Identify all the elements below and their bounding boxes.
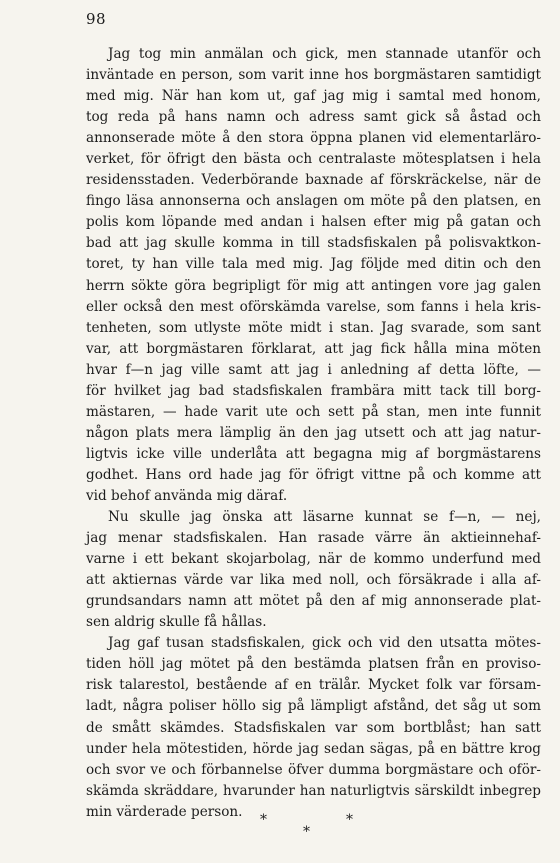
text-line: residensstaden. Vederbörande baxnade af förskräckelse, när de [86,172,541,189]
text-line: annonserade möte å den stora öppna planen vid elementarläro- [86,130,541,147]
text-line: grundsandars namn att mötet på den af mig annonserade plat- [86,593,541,610]
text-line: eller också den mest oförskämda varelse, som fanns i hela kris- [86,298,541,315]
body-text [86,44,541,823]
text-line: godhet. Hans ord hade jag för öfrigt vittne på och komme att [86,466,541,483]
text-line: mästaren, — hade varit ute och sett på stan, men inte funnit [86,403,541,420]
text-line: Jag tog min anmälan och gick, men stannade utanför och [108,46,541,62]
text-line: Jag gaf tusan stadsfiskalen, gick och vid den utsatta mötes- [108,635,541,652]
text-line: någon plats mera lämplig än den jag utsett och att jag natur- [86,424,541,441]
text-line: jag menar stadsfiskalen. Han rasade värre än aktieinnehaf- [86,530,541,547]
text-line: min värderade person. [86,803,243,820]
text-line: varne i ett bekant skojarbolag, när de kommo underfund med [86,551,541,568]
text-line: vid behof använda mig däraf. [86,487,288,504]
text-line: polis kom löpande med andan i halsen efter mig på gatan och [86,214,541,231]
text-line: herrn sökte göra begripligt för mig att antingen vore jag galen [86,277,541,294]
text-line: risk talarestol, bestående af en trälår. Mycket folk var försam- [86,677,541,694]
text-line: tog reda på hans namn och adress samt gick så åstad och [86,109,541,126]
text-line: att aktiernas värde var lika med noll, och försäkrade i alla af- [86,572,541,589]
text-line: verket, för öfrigt den bästa och centralaste mötesplatsen i hela [86,151,541,168]
section-break-asterisks [250,812,370,842]
asterisk: * [346,812,353,828]
asterisk: * [260,812,267,828]
page-number: 98 [86,10,107,28]
text-line: tenheten, som utlyste möte midt i stan. Jag svarade, som sant [86,319,541,336]
text-line: toret, ty han ville tala med mig. Jag följde med ditin och den [86,256,541,273]
text-line: skämda skräddare, hvarunder han naturligtvis särskildt inbegrep [86,782,541,799]
text-line: de smått skämdes. Stadsfiskalen var som bortblåst; han satt [86,719,541,736]
text-line: bad att jag skulle komma in till stadsfiskalen på polisvaktkon- [86,235,541,252]
text-line: var, att borgmästaren förklarat, att jag fick hålla mina möten [86,340,541,357]
text-line: inväntade en person, som varit inne hos borgmästaren samtidigt [86,67,541,84]
text-line: ladt, några poliser höllo sig på lämpligt afstånd, det såg ut som [86,698,541,715]
text-line: tiden höll jag mötet på den bestämda platsen från en proviso- [86,656,541,673]
text-line: fingo läsa annonserna och anslagen om möte på den platsen, en [86,193,541,210]
text-line: ligtvis icke ville underlåta att begagna mig af borgmästarens [86,445,541,462]
text-line: för hvilket jag bad stadsfiskalen frambära mitt tack till borg- [86,382,541,399]
text-line: med mig. När han kom ut, gaf jag mig i samtal med honom, [86,88,541,105]
text-line: och svor ve och förbannelse öfver dumma borgmästare och oför- [86,761,541,778]
text-line: sen aldrig skulle få hållas. [86,614,267,631]
asterisk: * [303,824,310,840]
text-line: hvar f—n jag ville samt att jag i anledning af detta löfte, — [86,361,541,378]
text-line: under hela mötestiden, hörde jag sedan sägas, på en bättre krog [86,740,541,757]
text-line: Nu skulle jag önska att läsarne kunnat se f—n, — nej, [108,509,541,526]
